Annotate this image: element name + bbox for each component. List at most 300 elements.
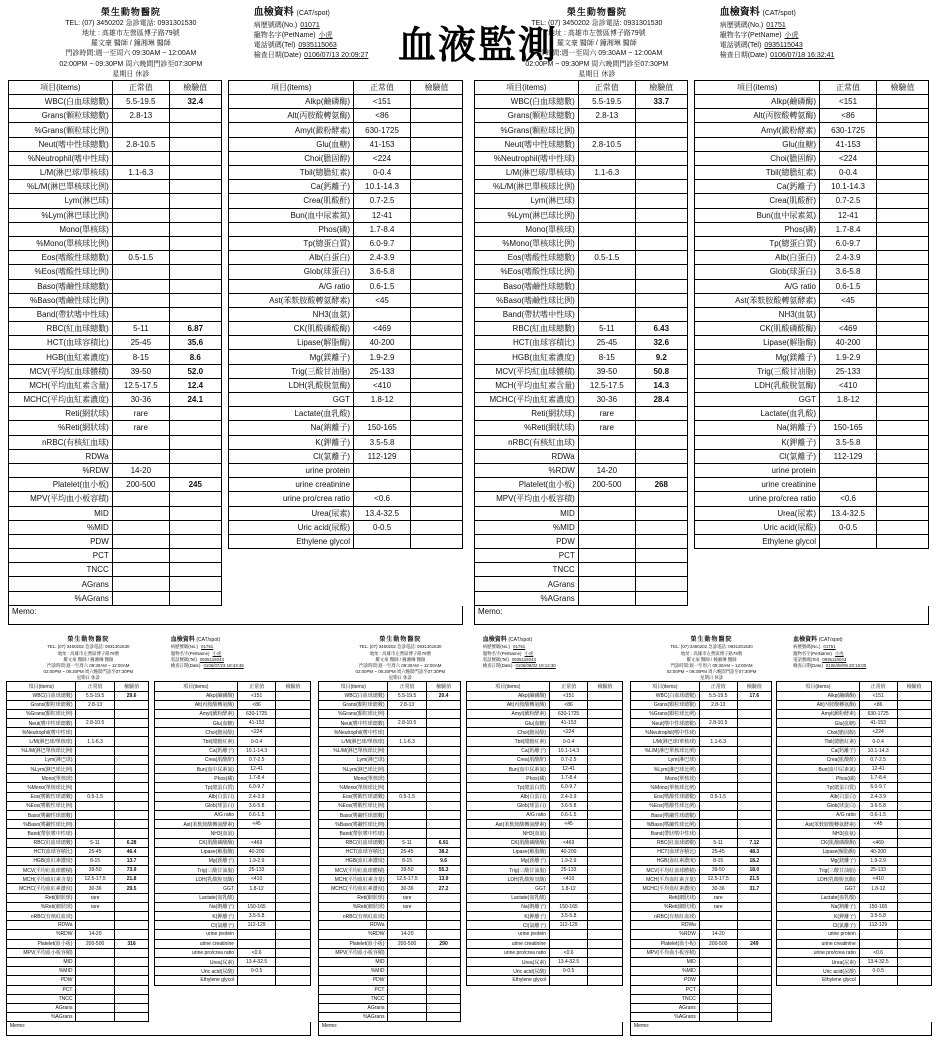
row-result	[276, 700, 311, 709]
row-label: Platelet(血小板)	[319, 939, 388, 948]
row-result	[276, 884, 311, 893]
table-row	[319, 792, 623, 801]
row-label: Neut(嗜中性球總數)	[9, 137, 113, 151]
clinic-doctors: 羅文豪 醫師 / 鐘湘琳 醫師	[63, 656, 114, 662]
col-normal-right: 正常值	[238, 682, 276, 691]
row-result	[897, 902, 931, 911]
row-normal	[76, 801, 114, 810]
table-row	[319, 912, 623, 921]
row-result	[276, 967, 311, 976]
row-normal	[112, 577, 169, 591]
row-normal: 1.8-12	[354, 393, 411, 407]
row-label: Mono(單核球)	[631, 774, 700, 783]
row-normal: 1.8-12	[859, 884, 897, 893]
row-normal: <224	[820, 151, 877, 165]
row-label: Lactate(血乳酸)	[229, 407, 354, 421]
row-label: Glob(球蛋白)	[466, 801, 549, 810]
row-normal: 1.7-8.4	[820, 222, 877, 236]
row-normal: 3.5-5.8	[354, 435, 411, 449]
row-result	[276, 902, 311, 911]
row-result	[411, 435, 463, 449]
table-row	[631, 691, 932, 700]
row-label: Ethylene glycol	[466, 976, 549, 985]
table-row	[7, 994, 311, 1003]
row-label: %Mono(單核球比例)	[631, 783, 700, 792]
row-label: Lactate(血乳酸)	[154, 893, 237, 902]
row-normal: 39-50	[578, 364, 635, 378]
row-normal	[112, 449, 169, 463]
row-label: L/M(淋巴球/單核球)	[631, 737, 700, 746]
row-normal: 12-41	[859, 765, 897, 774]
row-label: Baso(嗜鹼性球總數)	[7, 810, 76, 819]
row-normal: 25-45	[112, 336, 169, 350]
row-result	[897, 948, 931, 957]
row-normal: 1.9-2.9	[859, 856, 897, 865]
row-result	[426, 902, 461, 911]
col-normal-right: 正常值	[820, 80, 877, 94]
row-normal	[699, 755, 737, 764]
col-items-left: 項目(items)	[319, 682, 388, 691]
table-row	[631, 866, 932, 875]
row-normal: 1.7-8.4	[354, 222, 411, 236]
row-normal: 12-41	[550, 765, 588, 774]
row-label: %Eos(嗜酸性球比例)	[7, 801, 76, 810]
table-row	[475, 265, 929, 279]
table-row	[9, 463, 463, 477]
row-result	[426, 994, 461, 1003]
lab-report-r4	[318, 636, 623, 1036]
row-result	[114, 829, 149, 838]
row-result	[635, 151, 687, 165]
row-normal: 2.8-13	[578, 109, 635, 123]
row-result	[276, 893, 311, 902]
row-normal: rare	[112, 421, 169, 435]
col-normal-right: 正常值	[859, 682, 897, 691]
row-label: %AGrans	[9, 591, 113, 605]
row-label: Crea(肌酸酐)	[466, 755, 549, 764]
clinic-closed: 星期日 休診	[76, 675, 100, 681]
table-row	[475, 166, 929, 180]
row-result	[588, 737, 623, 746]
row-normal	[578, 435, 635, 449]
table-row	[7, 930, 311, 939]
row-normal: 12-41	[820, 208, 877, 222]
row-label: Urea(尿素)	[466, 957, 549, 966]
row-label: Lym(淋巴球)	[475, 194, 579, 208]
table-row	[7, 875, 311, 884]
row-normal: <45	[550, 820, 588, 829]
row-label: Crea(肌酸酐)	[154, 755, 237, 764]
row-label: Ast(苯麩胺酸轉氨酵素)	[466, 820, 549, 829]
row-normal: 0.7-2.5	[820, 194, 877, 208]
row-label: MCH(平均血紅素含量)	[475, 378, 579, 392]
row-label: %Reti(網狀球)	[475, 421, 579, 435]
lab-results-table	[474, 80, 929, 606]
row-result	[276, 875, 311, 884]
table-row	[9, 251, 463, 265]
row-normal: 2.8-13	[388, 700, 426, 709]
row-normal: 200-500	[112, 478, 169, 492]
row-normal: 6.0-9.7	[238, 783, 276, 792]
clinic-tel: TEL: (07) 3450202 急診電話: 0931301530	[670, 644, 753, 650]
row-normal: 8-15	[578, 350, 635, 364]
row-result	[276, 737, 311, 746]
row-result	[426, 755, 461, 764]
meta-date: 檢查日期(Date) 0106/08/09 20:15:00	[793, 662, 867, 668]
row-normal	[112, 591, 169, 605]
row-result	[169, 463, 221, 477]
lab-results-table	[8, 80, 463, 606]
row-result	[877, 378, 929, 392]
table-row	[9, 123, 463, 137]
row-result	[897, 719, 931, 728]
table-row	[7, 967, 311, 976]
clinic-info	[6, 636, 171, 681]
row-label: Glu(血糖)	[466, 719, 549, 728]
table-row	[7, 746, 311, 755]
row-normal	[112, 208, 169, 222]
row-result	[411, 534, 463, 548]
memo-field[interactable]: Memo:	[630, 1022, 932, 1036]
row-label: %L/M(淋巴單核球比例)	[631, 746, 700, 755]
table-row	[7, 976, 311, 985]
row-label: Platelet(血小板)	[7, 939, 76, 948]
table-row	[319, 765, 623, 774]
row-label: PDW	[7, 976, 76, 985]
row-result: 33.7	[635, 95, 687, 109]
row-label: Bun(血中尿素氮)	[695, 208, 820, 222]
memo-field[interactable]: Memo:	[8, 606, 463, 625]
row-result	[169, 492, 221, 506]
row-normal: 5-11	[699, 838, 737, 847]
table-row	[7, 765, 311, 774]
row-normal	[699, 774, 737, 783]
row-result	[897, 847, 931, 856]
row-result: 268	[635, 478, 687, 492]
row-label: L/M(淋巴球/單核球)	[475, 166, 579, 180]
table-row	[475, 393, 929, 407]
row-label: LDH(乳酸脫氫酶)	[154, 875, 237, 884]
row-normal: 150-165	[354, 421, 411, 435]
row-result	[877, 350, 929, 364]
row-label: Uric acid(尿酸)	[154, 967, 237, 976]
row-normal	[820, 463, 877, 477]
row-label: Grans(顆粒球總數)	[631, 700, 700, 709]
table-row	[9, 435, 463, 449]
row-normal: 2.4-3.9	[354, 251, 411, 265]
row-result	[114, 820, 149, 829]
row-normal: 0.5-1.5	[76, 792, 114, 801]
row-result	[411, 166, 463, 180]
row-label: Glob(球蛋白)	[154, 801, 237, 810]
row-label: Mg(鎂離子)	[695, 350, 820, 364]
row-label: GGT	[466, 884, 549, 893]
row-label: MCV(平均紅血球體積)	[475, 364, 579, 378]
row-result	[588, 700, 623, 709]
row-label: Platelet(血小板)	[9, 478, 113, 492]
row-result: 48.3	[737, 847, 771, 856]
row-label: RDWa	[631, 921, 700, 930]
row-label: CK(肌酸磷酸酶)	[695, 322, 820, 336]
row-normal	[388, 976, 426, 985]
row-normal: <469	[354, 322, 411, 336]
row-label: PDW	[319, 976, 388, 985]
row-normal: 5-11	[76, 838, 114, 847]
row-label: Urea(尿素)	[154, 957, 237, 966]
row-result: 52.0	[169, 364, 221, 378]
row-result	[897, 921, 931, 930]
row-label: Choi(膽固醇)	[777, 728, 860, 737]
table-row	[319, 810, 623, 819]
row-label: %MID	[475, 520, 579, 534]
row-result	[588, 719, 623, 728]
row-normal: 40-200	[859, 847, 897, 856]
row-result	[411, 492, 463, 506]
row-normal	[578, 577, 635, 591]
row-normal	[388, 948, 426, 957]
col-items-right: 項目(items)	[154, 682, 237, 691]
table-row	[319, 737, 623, 746]
row-normal: 8-15	[112, 350, 169, 364]
table-row	[631, 737, 932, 746]
table-row	[9, 549, 463, 563]
table-row	[7, 866, 311, 875]
table-header-row	[631, 682, 932, 691]
row-result	[114, 783, 149, 792]
row-label: nRBC(有核紅血球)	[9, 435, 113, 449]
row-result	[737, 930, 771, 939]
row-result: 31.7	[737, 884, 771, 893]
row-label: %Lym(淋巴球比例)	[319, 765, 388, 774]
row-label: Choi(膽固醇)	[695, 151, 820, 165]
row-normal: 13.4-32.5	[820, 506, 877, 520]
row-result	[877, 208, 929, 222]
row-result	[737, 921, 771, 930]
row-result	[635, 577, 687, 591]
row-result	[411, 293, 463, 307]
row-result	[737, 893, 771, 902]
row-label: Alb(白蛋白)	[777, 792, 860, 801]
row-normal	[238, 939, 276, 948]
row-normal	[699, 709, 737, 718]
row-label: %AGrans	[631, 1013, 700, 1022]
row-result	[897, 829, 931, 838]
table-row	[319, 939, 623, 948]
row-result	[426, 948, 461, 957]
row-normal	[238, 976, 276, 985]
table-row	[475, 350, 929, 364]
row-normal: 0.6-1.5	[238, 810, 276, 819]
row-normal: rare	[112, 407, 169, 421]
row-label: Na(鈉離子)	[777, 902, 860, 911]
row-normal	[354, 478, 411, 492]
col-normal-left: 正常值	[699, 682, 737, 691]
row-result	[737, 774, 771, 783]
report-header	[630, 636, 932, 681]
row-normal: 13.4-32.5	[550, 957, 588, 966]
row-label: K(鉀離子)	[154, 912, 237, 921]
memo-field[interactable]: Memo:	[6, 1022, 311, 1036]
clinic-hours-2: 02:00PM ~ 09:30PM 周六晚間門診至07:30PM	[355, 669, 446, 675]
table-row	[7, 709, 311, 718]
row-label: %Lym(淋巴球比例)	[7, 765, 76, 774]
table-row	[475, 478, 929, 492]
row-result	[411, 449, 463, 463]
row-label: Mono(單核球)	[9, 222, 113, 236]
row-label: Ast(苯麩胺酸轉氨酵素)	[229, 293, 354, 307]
row-result	[897, 765, 931, 774]
row-result	[276, 829, 311, 838]
row-label: Uric acid(尿酸)	[695, 520, 820, 534]
row-label: Band(帶狀嗜中性球)	[475, 307, 579, 321]
row-normal: <0.6	[550, 948, 588, 957]
row-normal: 0.7-2.5	[238, 755, 276, 764]
row-result	[588, 820, 623, 829]
row-label: Trig(三酸甘油脂)	[695, 364, 820, 378]
table-row	[631, 912, 932, 921]
row-label: Neut(嗜中性球總數)	[631, 719, 700, 728]
row-result	[276, 930, 311, 939]
table-row	[9, 393, 463, 407]
row-result	[276, 976, 311, 985]
row-normal: 150-165	[238, 902, 276, 911]
row-normal: <151	[550, 691, 588, 700]
col-normal-right: 正常值	[550, 682, 588, 691]
row-label: Tbil(總膽紅素)	[777, 737, 860, 746]
row-normal: <224	[354, 151, 411, 165]
row-label: Glob(球蛋白)	[695, 265, 820, 279]
row-result	[635, 435, 687, 449]
row-normal: 12-41	[238, 765, 276, 774]
row-normal: 630-1725	[550, 709, 588, 718]
table-row	[7, 829, 311, 838]
row-result	[276, 783, 311, 792]
row-normal: <0.6	[238, 948, 276, 957]
row-result	[276, 801, 311, 810]
row-result	[877, 293, 929, 307]
row-result: 28.4	[635, 393, 687, 407]
row-normal: <151	[820, 95, 877, 109]
row-label: Ethylene glycol	[229, 534, 354, 548]
row-label: AGrans	[475, 577, 579, 591]
clinic-tel: TEL: (07) 3450202 急診電話: 0931301530	[47, 644, 130, 650]
table-row	[631, 875, 932, 884]
row-normal: 25-133	[820, 364, 877, 378]
table-row	[319, 847, 623, 856]
row-result	[877, 463, 929, 477]
table-row	[631, 902, 932, 911]
row-result: 9.2	[635, 350, 687, 364]
row-label: Ast(苯麩胺酸轉氨酵素)	[777, 820, 860, 829]
row-label: Lym(淋巴球)	[9, 194, 113, 208]
row-result	[114, 912, 149, 921]
table-row	[475, 364, 929, 378]
row-result	[276, 755, 311, 764]
row-normal	[699, 1003, 737, 1012]
table-row	[319, 829, 623, 838]
row-label: Cl(氯離子)	[695, 449, 820, 463]
table-row	[7, 810, 311, 819]
table-row	[9, 534, 463, 548]
row-label: LDH(乳酸脫氫酶)	[777, 875, 860, 884]
row-label: %Mono(單核球比例)	[475, 236, 579, 250]
table-row	[7, 893, 311, 902]
row-result: 21.8	[114, 875, 149, 884]
row-result	[114, 967, 149, 976]
row-normal: 25-133	[238, 866, 276, 875]
memo-field[interactable]: Memo:	[318, 1022, 623, 1036]
row-result	[897, 875, 931, 884]
row-result	[877, 95, 929, 109]
row-normal	[388, 957, 426, 966]
row-result	[169, 534, 221, 548]
row-result	[737, 810, 771, 819]
row-normal: 13.4-32.5	[859, 957, 897, 966]
table-row	[9, 378, 463, 392]
row-result: 9.6	[426, 856, 461, 865]
row-result	[411, 123, 463, 137]
table-row	[475, 563, 929, 577]
row-result	[426, 893, 461, 902]
row-label: %RDW	[319, 930, 388, 939]
row-result	[411, 95, 463, 109]
row-result	[426, 774, 461, 783]
meta-tel: 電話號碼(Tel) 0935115063	[253, 41, 337, 49]
row-label: %Baso(嗜鹼性球比例)	[631, 820, 700, 829]
row-result	[877, 364, 929, 378]
row-label: CK(肌酸磷酸酶)	[777, 838, 860, 847]
table-row	[475, 407, 929, 421]
row-result: 46.4	[114, 847, 149, 856]
row-label: Trig(三酸甘油脂)	[777, 866, 860, 875]
row-normal: 41-153	[238, 719, 276, 728]
row-normal	[578, 279, 635, 293]
row-normal: 0-0.4	[238, 737, 276, 746]
row-normal: 2.4-3.9	[550, 792, 588, 801]
row-result	[276, 856, 311, 865]
row-label: %RDW	[475, 463, 579, 477]
col-normal-left: 正常值	[76, 682, 114, 691]
row-normal	[238, 893, 276, 902]
report-meta	[720, 6, 929, 80]
row-result	[169, 449, 221, 463]
row-normal: 0.7-2.5	[354, 194, 411, 208]
row-normal: <410	[238, 875, 276, 884]
row-label: Na(鈉離子)	[466, 902, 549, 911]
row-result	[411, 478, 463, 492]
row-label: RBC(紅血球總數)	[475, 322, 579, 336]
row-normal	[76, 1013, 114, 1022]
row-label: %RDW	[9, 463, 113, 477]
row-normal	[578, 506, 635, 520]
row-normal: 112-129	[859, 921, 897, 930]
report-title: 血檢資料 (CAT/spot)	[719, 7, 796, 18]
row-normal: 1.1-6.3	[578, 166, 635, 180]
row-normal	[578, 534, 635, 548]
table-row	[319, 1003, 623, 1012]
row-label: AGrans	[631, 1003, 700, 1012]
row-label: %Reti(網狀球)	[319, 902, 388, 911]
row-label: urine pro/crea ratio	[777, 948, 860, 957]
row-result	[114, 1003, 149, 1012]
row-normal: <224	[238, 728, 276, 737]
row-result	[169, 293, 221, 307]
row-normal	[112, 236, 169, 250]
row-result	[426, 912, 461, 921]
table-row	[319, 921, 623, 930]
row-normal	[859, 930, 897, 939]
memo-field[interactable]: Memo:	[474, 606, 929, 625]
